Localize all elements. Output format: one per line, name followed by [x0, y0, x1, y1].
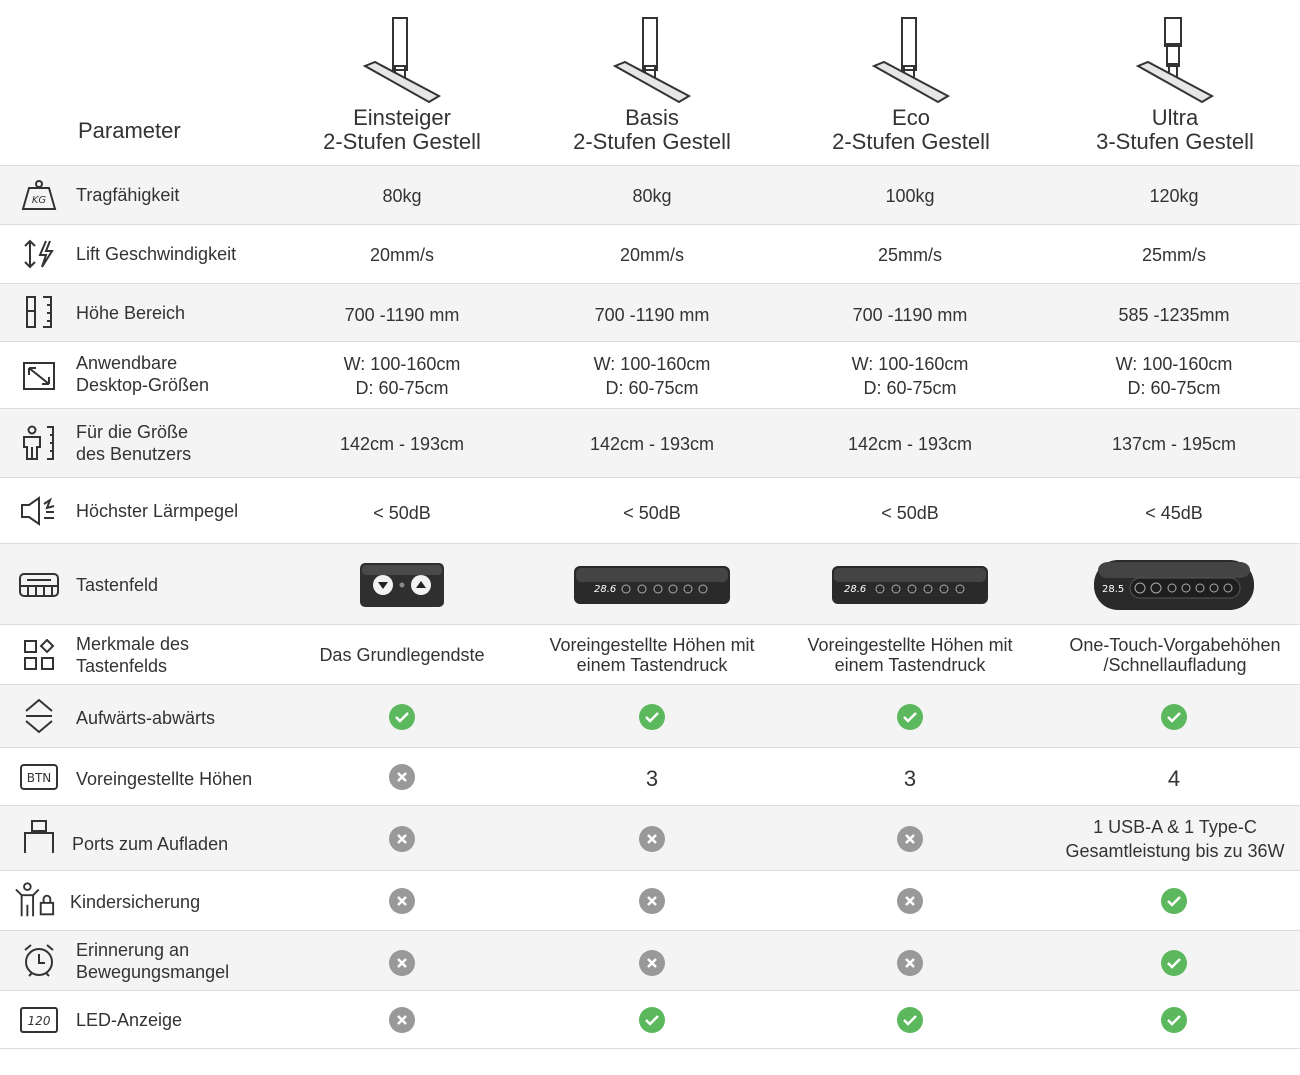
- cell-basis: [532, 625, 772, 685]
- cell-ultra: 120kg: [1149, 185, 1199, 206]
- cell-einsteiger: [282, 871, 522, 931]
- cell-einsteiger: [282, 748, 522, 806]
- cell-einsteiger: [282, 685, 522, 748]
- keypad-basis: [532, 544, 772, 625]
- keypad-display-value: 28.6: [844, 583, 867, 595]
- desk-frame-3stage-icon: [1130, 14, 1220, 104]
- row-label: Tragfähigkeit: [76, 185, 180, 205]
- cell-line: D: 60-75cm: [355, 377, 449, 398]
- keypad-rounded-image: [1092, 558, 1256, 612]
- row-label-line: des Benutzers: [76, 444, 192, 464]
- cell-basis: 3: [645, 766, 659, 791]
- row-charging-ports: [0, 805, 1300, 870]
- keypad-display-image: [830, 562, 990, 608]
- check-icon: [897, 704, 923, 730]
- cell-ultra: [1054, 933, 1294, 993]
- cross-icon: [639, 950, 665, 976]
- cell-ultra: [1054, 991, 1294, 1049]
- cell-einsteiger: 700 -1190 mm: [344, 305, 460, 325]
- column-einsteiger: [287, 14, 517, 164]
- check-icon: [897, 1007, 923, 1033]
- row-label: [76, 421, 191, 465]
- cell-einsteiger: 80kg: [382, 185, 422, 206]
- btn-icon-text: BTN: [26, 771, 52, 785]
- led-icon-text: 120: [27, 1014, 51, 1028]
- column-subtitle: 2-Stufen Gestell: [323, 129, 481, 154]
- cross-icon: [639, 888, 665, 914]
- row-lift-speed: [0, 224, 1300, 283]
- keypad-einsteiger: [282, 544, 522, 625]
- cell-ultra: 25mm/s: [1141, 244, 1206, 265]
- parameter-title: Parameter: [78, 118, 181, 143]
- cross-icon: [389, 826, 415, 852]
- column-eco: [796, 14, 1026, 164]
- cross-icon: [389, 1007, 415, 1033]
- check-icon: [1161, 950, 1187, 976]
- cell-eco: < 50dB: [881, 503, 939, 523]
- row-label: [76, 633, 189, 677]
- column-name: Basis: [625, 105, 679, 130]
- row-label: [76, 352, 209, 396]
- check-icon: [1161, 704, 1187, 730]
- check-icon: [1161, 888, 1187, 914]
- row-keypad: [0, 543, 1300, 624]
- row-label: Lift Geschwindigkeit: [76, 244, 237, 264]
- cell-basis: [532, 871, 772, 931]
- column-name: Eco: [892, 105, 930, 130]
- cell-ultra: 137cm - 195cm: [1111, 433, 1237, 454]
- cell-line: W: 100-160cm: [343, 353, 461, 374]
- cell-eco: [790, 342, 1030, 409]
- cell-basis: [532, 991, 772, 1049]
- alarm-clock-icon: [18, 941, 60, 979]
- led-display-icon: [18, 1005, 60, 1035]
- check-icon: [389, 704, 415, 730]
- cross-icon: [897, 888, 923, 914]
- cell-ultra: [1054, 685, 1294, 748]
- keypad-display-value: 28.5: [1102, 583, 1125, 595]
- cell-basis: [532, 933, 772, 993]
- check-icon: [639, 704, 665, 730]
- cross-icon: [639, 826, 665, 852]
- row-hoehe-bereich: [0, 283, 1300, 341]
- cell-eco: 3: [903, 766, 917, 791]
- column-subtitle: 3-Stufen Gestell: [1096, 129, 1254, 154]
- row-user-height: [0, 408, 1300, 477]
- usb-port-icon: [18, 818, 60, 856]
- cross-icon: [389, 764, 415, 790]
- cell-einsteiger: < 50dB: [373, 503, 431, 523]
- cross-icon: [897, 950, 923, 976]
- svg-text:KG: KG: [31, 195, 47, 206]
- column-subtitle: 2-Stufen Gestell: [832, 129, 990, 154]
- column-name: Einsteiger: [353, 105, 451, 130]
- cell-ultra: < 45dB: [1145, 503, 1203, 523]
- cell-line: /Schnellaufladung: [1103, 655, 1247, 675]
- cell-eco: [790, 806, 1030, 871]
- row-label: Tastenfeld: [76, 575, 159, 595]
- cell-basis: [532, 806, 772, 871]
- row-label: Aufwärts-abwärts: [76, 708, 216, 728]
- cell-ultra: 4: [1167, 766, 1181, 791]
- cell-ultra: [1054, 871, 1294, 931]
- cell-line: Das Grundlegendste: [319, 645, 485, 665]
- cell-line: Voreingestellte Höhen mit: [549, 635, 755, 655]
- row-label: Voreingestellte Höhen: [76, 769, 253, 789]
- table-header: [0, 0, 1300, 165]
- cell-basis: [532, 342, 772, 409]
- row-label-line: Bewegungsmangel: [76, 962, 230, 982]
- cell-line: W: 100-160cm: [593, 353, 711, 374]
- cell-ultra: 585 -1235mm: [1118, 305, 1230, 325]
- cell-einsteiger: [282, 806, 522, 871]
- height-range-icon: [18, 294, 60, 330]
- row-label-line: Anwendbare: [76, 353, 178, 373]
- cross-icon: [897, 826, 923, 852]
- keypad-display-image: [572, 562, 732, 608]
- keypad-display-value: 28.6: [594, 583, 617, 595]
- cross-icon: [389, 888, 415, 914]
- cell-line: D: 60-75cm: [863, 377, 957, 398]
- cell-eco: [790, 625, 1030, 685]
- speaker-icon: [18, 494, 60, 528]
- cell-basis: [532, 685, 772, 748]
- keypad-basic-image: [358, 559, 446, 611]
- row-child-lock: [0, 870, 1300, 930]
- desk-frame-icon: [866, 14, 956, 104]
- cell-line: One-Touch-Vorgabehöhen: [1069, 635, 1281, 655]
- row-preset-heights: [0, 747, 1300, 805]
- cell-line: Gesamtleistung bis zu 36W: [1065, 840, 1285, 861]
- row-label-line: Desktop-Größen: [76, 375, 210, 395]
- cell-einsteiger: [282, 933, 522, 993]
- column-basis: [537, 14, 767, 164]
- cell-eco: 25mm/s: [877, 244, 942, 265]
- table-bottom-border: [0, 1048, 1300, 1049]
- cell-ultra: [1050, 806, 1300, 871]
- cell-eco: [790, 991, 1030, 1049]
- cell-basis: 80kg: [632, 185, 672, 206]
- cross-icon: [389, 950, 415, 976]
- cell-eco: 700 -1190 mm: [852, 305, 968, 325]
- column-subtitle: 2-Stufen Gestell: [573, 129, 731, 154]
- check-icon: [1161, 1007, 1187, 1033]
- cell-eco: [790, 933, 1030, 993]
- row-led-display: [0, 990, 1300, 1048]
- cell-line: 1 USB-A & 1 Type-C: [1093, 816, 1257, 837]
- cell-line: D: 60-75cm: [605, 377, 699, 398]
- cell-einsteiger: [282, 625, 522, 685]
- cell-einsteiger: 142cm - 193cm: [339, 433, 465, 454]
- cell-eco: 142cm - 193cm: [847, 433, 973, 454]
- cell-line: einem Tastendruck: [834, 655, 986, 675]
- cell-einsteiger: 20mm/s: [369, 244, 434, 265]
- cell-ultra: [1050, 625, 1300, 685]
- row-keypad-features: [0, 624, 1300, 684]
- check-icon: [639, 1007, 665, 1033]
- btn-icon: [18, 762, 60, 792]
- speed-arrows-icon: [18, 237, 60, 271]
- row-label-line: Merkmale des: [76, 634, 190, 654]
- cell-line: W: 100-160cm: [1115, 353, 1233, 374]
- row-movement-reminder: [0, 930, 1300, 990]
- cell-line: einem Tastendruck: [576, 655, 728, 675]
- keypad-ultra: [1054, 544, 1294, 625]
- cell-eco: [790, 685, 1030, 748]
- kg-weight-icon: [18, 178, 60, 212]
- cell-einsteiger: [282, 342, 522, 409]
- column-name: Ultra: [1151, 105, 1199, 130]
- row-desktop-sizes: [0, 341, 1300, 408]
- row-label-line: Tastenfelds: [76, 656, 168, 676]
- cell-line: Voreingestellte Höhen mit: [807, 635, 1013, 655]
- cell-basis: < 50dB: [623, 503, 681, 523]
- cell-basis: 20mm/s: [619, 244, 684, 265]
- cell-einsteiger: [282, 991, 522, 1049]
- row-label: Ports zum Aufladen: [72, 834, 229, 854]
- keypad-eco: [790, 544, 1030, 625]
- desk-frame-icon: [357, 14, 447, 104]
- cell-ultra: [1054, 342, 1294, 409]
- row-label: Kindersicherung: [70, 892, 201, 912]
- row-up-down: [0, 684, 1300, 747]
- row-label: Höhe Bereich: [76, 303, 186, 323]
- child-lock-icon: [14, 881, 56, 919]
- cell-eco: [790, 871, 1030, 931]
- cell-basis: 142cm - 193cm: [589, 433, 715, 454]
- keypad-icon: [18, 568, 60, 602]
- row-label: Höchster Lärmpegel: [76, 501, 239, 521]
- desk-frame-icon: [607, 14, 697, 104]
- cell-line: D: 60-75cm: [1127, 377, 1221, 398]
- row-noise-level: [0, 477, 1300, 543]
- cell-eco: 100kg: [885, 185, 935, 206]
- user-height-icon: [18, 424, 60, 462]
- column-ultra: [1060, 14, 1290, 164]
- row-label: [76, 939, 229, 983]
- features-grid-icon: [18, 638, 60, 672]
- cell-basis: 700 -1190 mm: [594, 305, 710, 325]
- desktop-size-icon: [18, 359, 60, 393]
- row-label-line: Erinnerung an: [76, 940, 190, 960]
- up-down-icon: [18, 697, 60, 735]
- row-label-line: Für die Größe: [76, 422, 189, 442]
- cell-line: W: 100-160cm: [851, 353, 969, 374]
- row-tragfaehigkeit: [0, 165, 1300, 224]
- row-label: LED-Anzeige: [76, 1010, 183, 1030]
